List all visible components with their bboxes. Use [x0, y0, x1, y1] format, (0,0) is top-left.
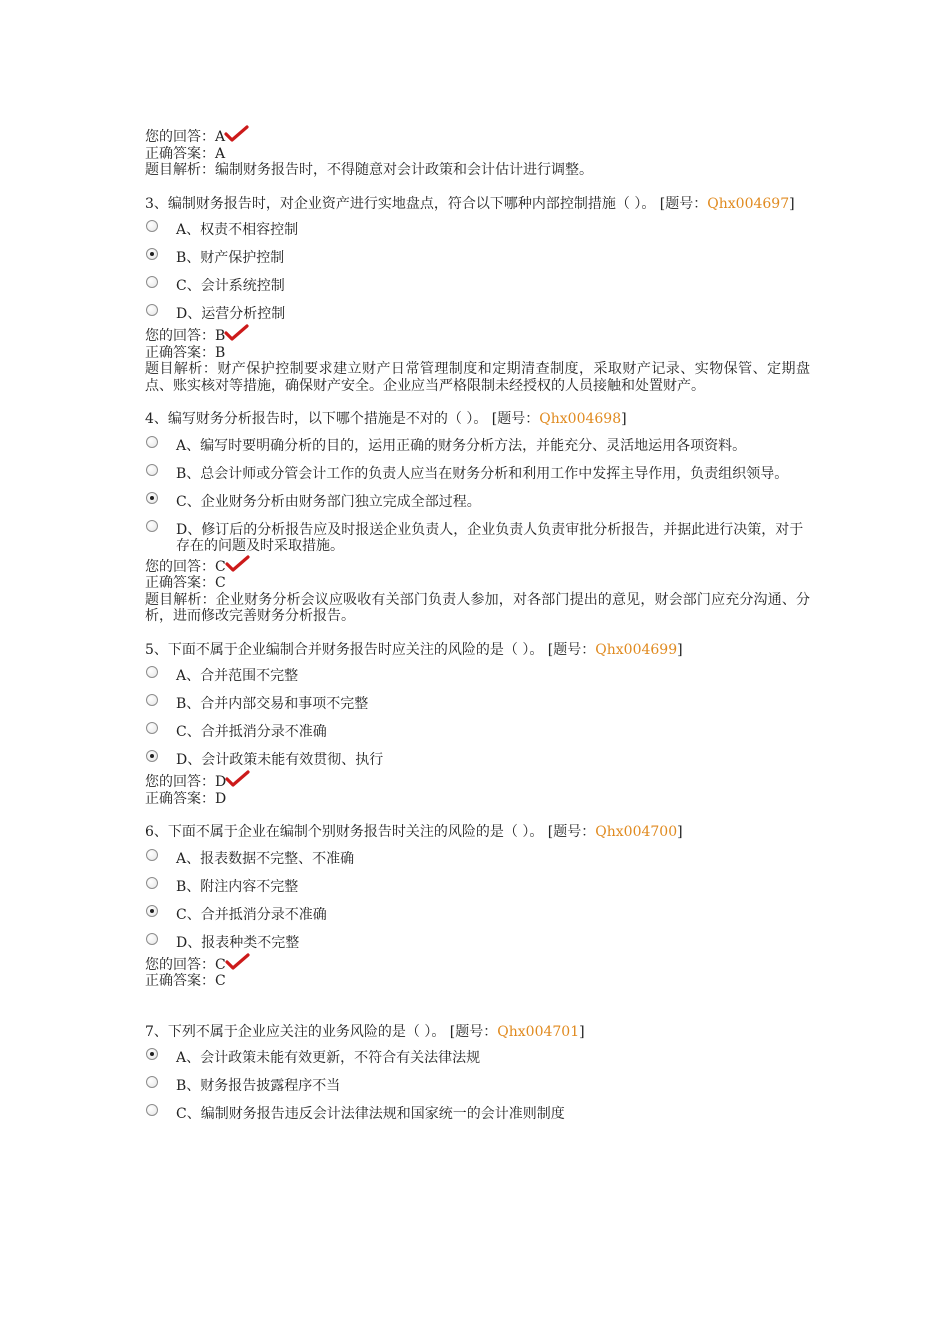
question-text: 4、编写财务分析报告时，以下哪个措施是不对的（ ）。 [题号： — [145, 411, 540, 427]
radio-button[interactable] — [146, 933, 158, 945]
option-label: A、合并范围不完整 — [176, 668, 299, 684]
radio-button[interactable] — [146, 1076, 158, 1088]
answer-option[interactable] — [145, 1050, 810, 1068]
your-answer-text: 您的回答：D — [145, 774, 227, 790]
correct-answer: 正确答案：B — [145, 344, 226, 361]
your-answer-text: 您的回答：B — [145, 328, 226, 344]
radio-button[interactable] — [146, 464, 158, 476]
correct-answer: 正确答案：D — [145, 790, 227, 807]
correct-check-icon — [225, 770, 251, 788]
your-answer — [145, 125, 810, 146]
question-id: Qhx004699 — [595, 641, 678, 658]
radio-button[interactable] — [146, 722, 158, 734]
answer-option[interactable] — [145, 522, 810, 555]
option-label: D、修订后的分析报告应及时报送企业负责人，企业负责人负责审批分析报告，并据此进行决策，对于存在的问题及时采取措施。 — [176, 521, 804, 554]
option-label: A、编写时要明确分析的目的，运用正确的财务分析方法，并能充分、灵活地运用各项资料。 — [176, 437, 747, 454]
answer-option[interactable] — [145, 438, 810, 456]
exam-review-page — [145, 125, 810, 1124]
correct-answer: 正确答案：C — [145, 575, 226, 591]
option-label: A、报表数据不完整、不准确 — [176, 850, 355, 867]
radio-button[interactable] — [146, 304, 158, 316]
answer-option[interactable] — [145, 306, 810, 324]
radio-button[interactable] — [146, 520, 158, 532]
answer-option[interactable] — [145, 851, 810, 869]
radio-button[interactable] — [146, 1104, 158, 1116]
your-answer-text: 您的回答：C — [145, 558, 226, 575]
radio-selected[interactable] — [146, 1048, 158, 1060]
option-label: B、合并内部交易和事项不完整 — [176, 696, 369, 712]
question-block — [145, 642, 810, 808]
answer-option[interactable] — [145, 278, 810, 296]
answer-option[interactable] — [145, 494, 810, 512]
question-id-close: ] — [579, 1023, 585, 1040]
question-block — [145, 1024, 810, 1125]
correct-check-icon — [225, 953, 251, 971]
your-answer — [145, 555, 810, 576]
option-label: D、会计政策未能有效贯彻、执行 — [176, 752, 384, 768]
radio-selected[interactable] — [146, 905, 158, 917]
option-label: C、企业财务分析由财务部门独立完成全部过程。 — [176, 493, 481, 510]
radio-button[interactable] — [146, 666, 158, 678]
answer-option[interactable] — [145, 752, 810, 770]
correct-answer: 正确答案：C — [145, 973, 226, 989]
question-list — [145, 196, 810, 1125]
question-title — [145, 196, 810, 213]
option-label: B、财产保护控制 — [176, 250, 285, 266]
question-title — [145, 1024, 810, 1041]
answer-option[interactable] — [145, 250, 810, 268]
correct-answer: 正确答案：A — [145, 145, 226, 162]
option-label: C、编制财务报告违反会计法律法规和国家统一的会计准则制度 — [176, 1106, 565, 1122]
answer-option[interactable] — [145, 1078, 810, 1096]
question-title — [145, 411, 810, 428]
explanation: 题目解析：财产保护控制要求建立财产日常管理制度和定期清查制度，采取财产记录、实物保管、定期盘点、账实核对等措施，确保财产安全。企业应当严格限制未经授权的人员接触和处置财产。 — [145, 361, 810, 394]
radio-selected[interactable] — [146, 248, 158, 260]
question-id: Qhx004698 — [539, 411, 622, 427]
previous-question-result — [145, 125, 810, 179]
question-block — [145, 196, 810, 395]
option-label: A、会计政策未能有效更新，不符合有关法律法规 — [176, 1050, 481, 1066]
answer-option[interactable] — [145, 466, 810, 484]
radio-button[interactable] — [146, 220, 158, 232]
your-answer-text: 您的回答：C — [145, 956, 226, 973]
question-id-close: ] — [789, 195, 795, 212]
option-label: C、会计系统控制 — [176, 278, 285, 294]
your-answer-text: 您的回答：A — [145, 129, 226, 145]
answer-option[interactable] — [145, 222, 810, 240]
question-id: Qhx004701 — [497, 1023, 580, 1040]
correct-check-icon — [225, 555, 251, 573]
spacer — [145, 990, 810, 1007]
question-text: 7、下列不属于企业应关注的业务风险的是（ ）。 [题号： — [145, 1023, 498, 1040]
explanation: 题目解析：编制财务报告时，不得随意对会计政策和会计估计进行调整。 — [145, 162, 593, 178]
question-text: 3、编制财务报告时，对企业资产进行实地盘点，符合以下哪种内部控制措施（ ）。 [题号： — [145, 195, 708, 212]
question-text: 6、下面不属于企业在编制个别财务报告时关注的风险的是（ ）。 [题号： — [145, 824, 596, 840]
question-id: Qhx004697 — [707, 195, 790, 212]
radio-button[interactable] — [146, 849, 158, 861]
answer-option[interactable] — [145, 696, 810, 714]
question-id: Qhx004700 — [595, 824, 678, 840]
radio-button[interactable] — [146, 694, 158, 706]
option-label: D、报表种类不完整 — [176, 934, 300, 951]
your-answer — [145, 770, 810, 791]
option-label: B、附注内容不完整 — [176, 878, 299, 895]
correct-check-icon — [224, 324, 250, 342]
explanation: 题目解析：企业财务分析会议应吸收有关部门负责人参加，对各部门提出的意见，财会部门应充分沟通、分析，进而修改完善财务分析报告。 — [145, 591, 810, 624]
question-id-close: ] — [621, 411, 627, 427]
answer-option[interactable] — [145, 724, 810, 742]
answer-option[interactable] — [145, 907, 810, 925]
answer-option[interactable] — [145, 1106, 810, 1124]
answer-option[interactable] — [145, 668, 810, 686]
radio-selected[interactable] — [146, 492, 158, 504]
option-label: C、合并抵消分录不准确 — [176, 724, 327, 740]
correct-check-icon — [224, 125, 250, 143]
option-label: B、总会计师或分管会计工作的负责人应当在财务分析和利用工作中发挥主导作用，负责组织领导。 — [176, 465, 789, 482]
option-label: B、财务报告披露程序不当 — [176, 1078, 341, 1094]
radio-button[interactable] — [146, 276, 158, 288]
question-id-close: ] — [677, 824, 683, 840]
question-title — [145, 642, 810, 659]
radio-selected[interactable] — [146, 750, 158, 762]
answer-option[interactable] — [145, 879, 810, 897]
radio-button[interactable] — [146, 436, 158, 448]
question-id-close: ] — [677, 641, 683, 658]
option-label: C、合并抵消分录不准确 — [176, 906, 327, 923]
your-answer — [145, 953, 810, 974]
option-label: A、权责不相容控制 — [176, 222, 299, 238]
option-label: D、运营分析控制 — [176, 306, 286, 322]
question-title — [145, 824, 810, 841]
your-answer — [145, 324, 810, 345]
answer-option[interactable] — [145, 935, 810, 953]
question-block — [145, 411, 810, 625]
question-text: 5、下面不属于企业编制合并财务报告时应关注的风险的是（ ）。 [题号： — [145, 641, 596, 658]
question-block — [145, 824, 810, 1007]
radio-button[interactable] — [146, 877, 158, 889]
